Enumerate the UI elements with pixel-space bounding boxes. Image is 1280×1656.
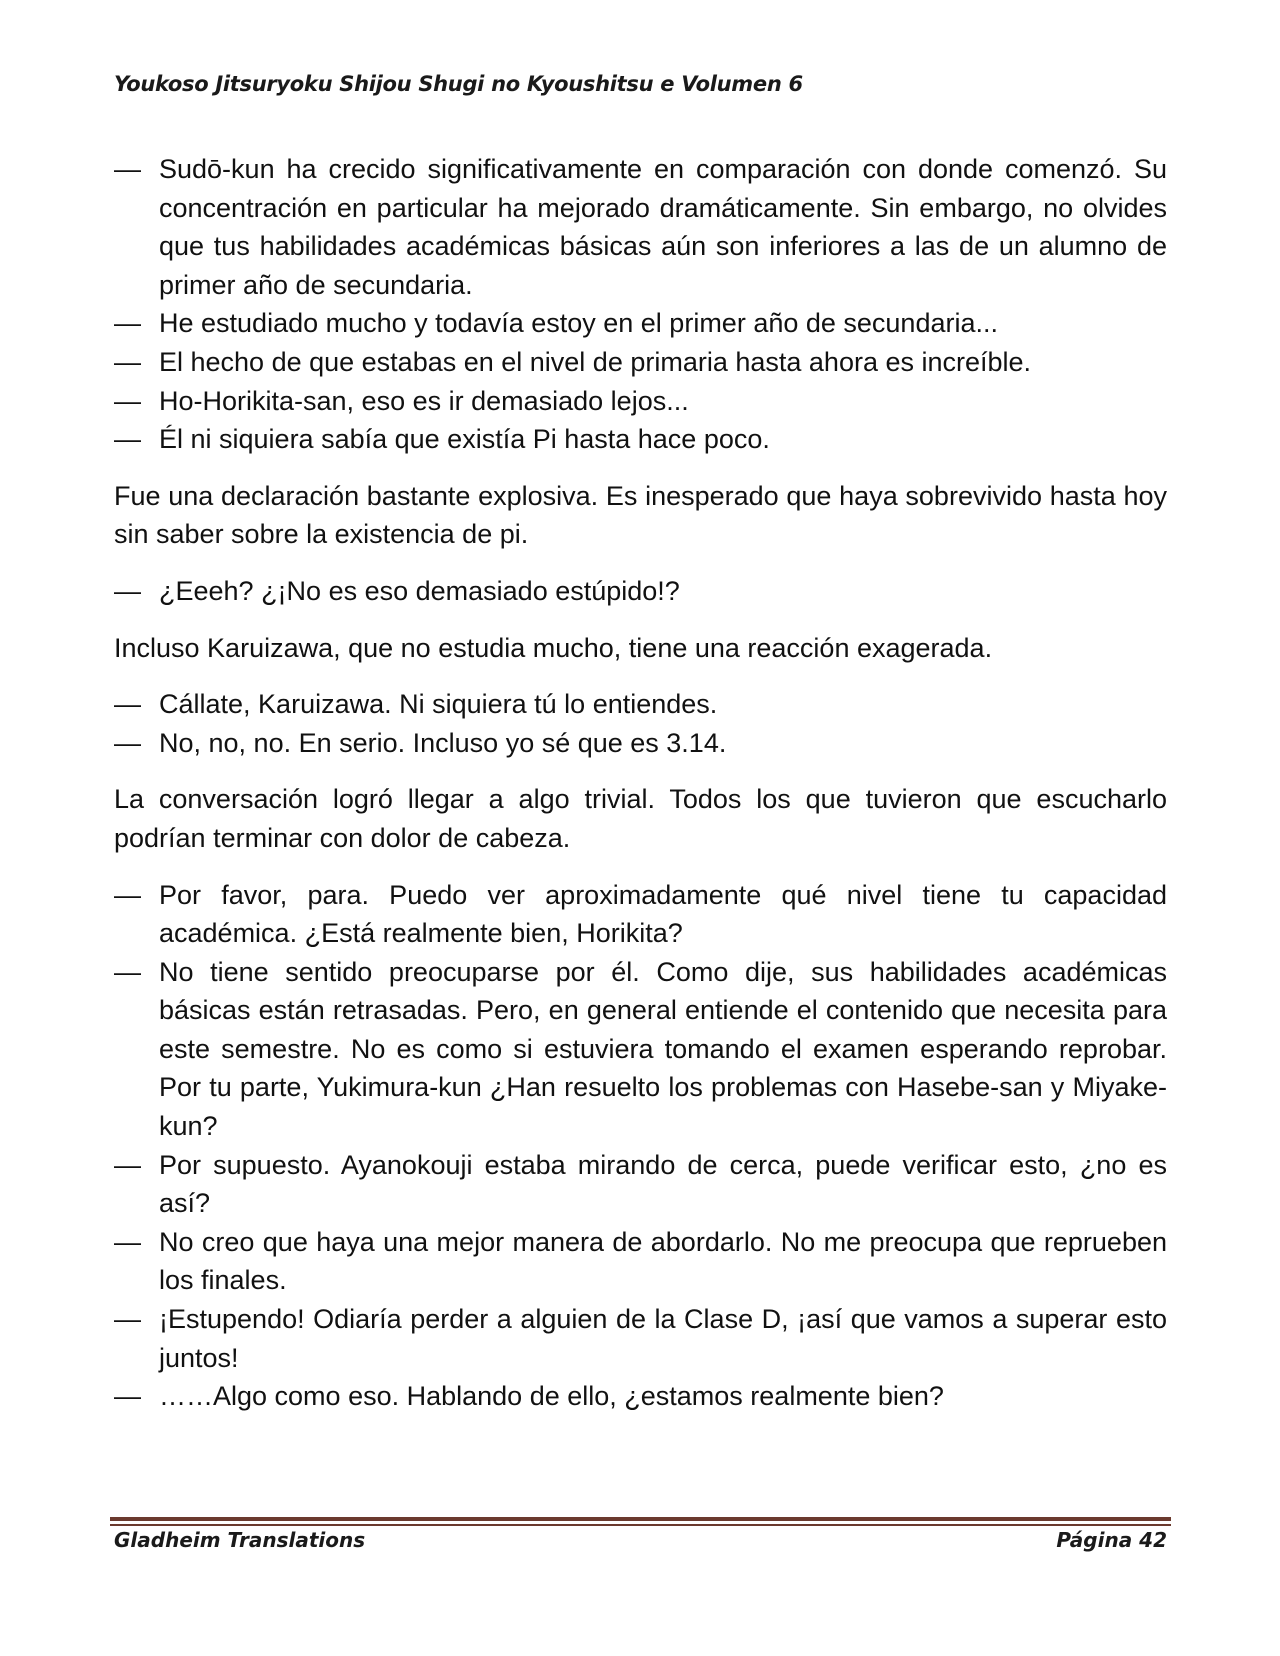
dialogue-line [114,150,1167,304]
dialogue-text: ¡Estupendo! Odiaría perder a alguien de la Clase D, ¡así que vamos a superar esto juntos! [159,1304,1167,1373]
dialogue-line [114,420,1167,459]
dialogue-line [114,1377,1167,1416]
footer-translator: Gladheim Translations [114,1528,366,1552]
dialogue-dash: — [114,689,141,720]
dialogue-text: Ho-Horikita-san, eso es ir demasiado lejos... [159,385,689,416]
dialogue-dash: — [114,424,141,455]
page-body [114,150,1167,1434]
footer-page-number: Página 42 [1056,1528,1167,1552]
dialogue-line [114,572,1167,611]
dialogue-dash: — [114,1304,141,1335]
page-header-title: Youkoso Jitsuryoku Shijou Shugi no Kyoushitsu e Volumen 6 [114,72,803,96]
dialogue-text: Él ni siquiera sabía que existía Pi hasta hace poco. [159,424,770,455]
dialogue-text: Sudō-kun ha crecido significativamente en comparación con donde comenzó. Su concentración en particular ha mejorado dramáticamente. Sin embargo, no olvides que tus habilidades académicas básicas aún son inferiores a las de un alumno de primer año de secundaria. [159,154,1167,300]
dialogue-text: No creo que haya una mejor manera de abordarlo. No me preocupa que reprueben los finales. [159,1226,1167,1296]
narration-paragraph: La conversación logró llegar a algo trivial. Todos los que tuvieron que escucharlo podrían terminar con dolor de cabeza. [114,784,1167,853]
footer-rule-thin [110,1524,1171,1526]
dialogue-text: No tiene sentido preocuparse por él. Como dije, sus habilidades académicas básicas están retrasadas. Pero, en general entiende el contenido que necesita para este semestre. No es como si estuviera tomando el examen esperando reprobar. Por tu parte, Yukimura-kun ¿Han resuelto los problemas con Hasebe-san y Miyake-kun? [159,956,1167,1142]
dialogue-dash: — [114,1381,141,1412]
dialogue-text: Por supuesto. Ayanokouji estaba mirando de cerca, puede verificar esto, ¿no es así? [159,1149,1167,1219]
dialogue-dash: — [114,575,141,606]
dialogue-dash: — [114,956,141,987]
dialogue-line [114,1146,1167,1223]
dialogue-dash: — [114,727,141,758]
dialogue-dash: — [114,879,141,910]
dialogue-line [114,724,1167,763]
dialogue-block [114,876,1167,1416]
dialogue-text: ……Algo como eso. Hablando de ello, ¿estamos realmente bien? [159,1381,944,1412]
dialogue-line [114,953,1167,1146]
dialogue-dash: — [114,1149,141,1180]
dialogue-line [114,876,1167,953]
dialogue-block [114,685,1167,762]
dialogue-line [114,382,1167,421]
dialogue-line [114,685,1167,724]
narration-paragraph: Fue una declaración bastante explosiva. Es inesperado que haya sobrevivido hasta hoy sin saber sobre la existencia de pi. [114,480,1167,550]
dialogue-text: ¿Eeeh? ¿¡No es eso demasiado estúpido!? [159,575,680,606]
dialogue-dash: — [114,154,141,184]
dialogue-block [114,150,1167,459]
dialogue-text: Por favor, para. Puedo ver aproximadamente qué nivel tiene tu capacidad académica. ¿Está realmente bien, Horikita? [159,879,1167,949]
dialogue-block [114,572,1167,611]
dialogue-text: Cállate, Karuizawa. Ni siquiera tú lo entiendes. [159,689,718,720]
dialogue-line [114,1300,1167,1377]
dialogue-text: El hecho de que estabas en el nivel de primaria hasta ahora es increíble. [159,346,1032,377]
dialogue-text: He estudiado mucho y todavía estoy en el primer año de secundaria... [159,308,998,339]
dialogue-dash: — [114,385,141,416]
dialogue-line [114,1223,1167,1300]
dialogue-line [114,304,1167,343]
footer-rule-thick [110,1517,1171,1521]
dialogue-text: No, no, no. En serio. Incluso yo sé que es 3.14. [159,727,727,758]
dialogue-dash: — [114,308,141,339]
dialogue-dash: — [114,346,141,377]
dialogue-line [114,343,1167,382]
dialogue-dash: — [114,1226,141,1257]
narration-paragraph: Incluso Karuizawa, que no estudia mucho, tiene una reacción exagerada. [114,632,993,663]
